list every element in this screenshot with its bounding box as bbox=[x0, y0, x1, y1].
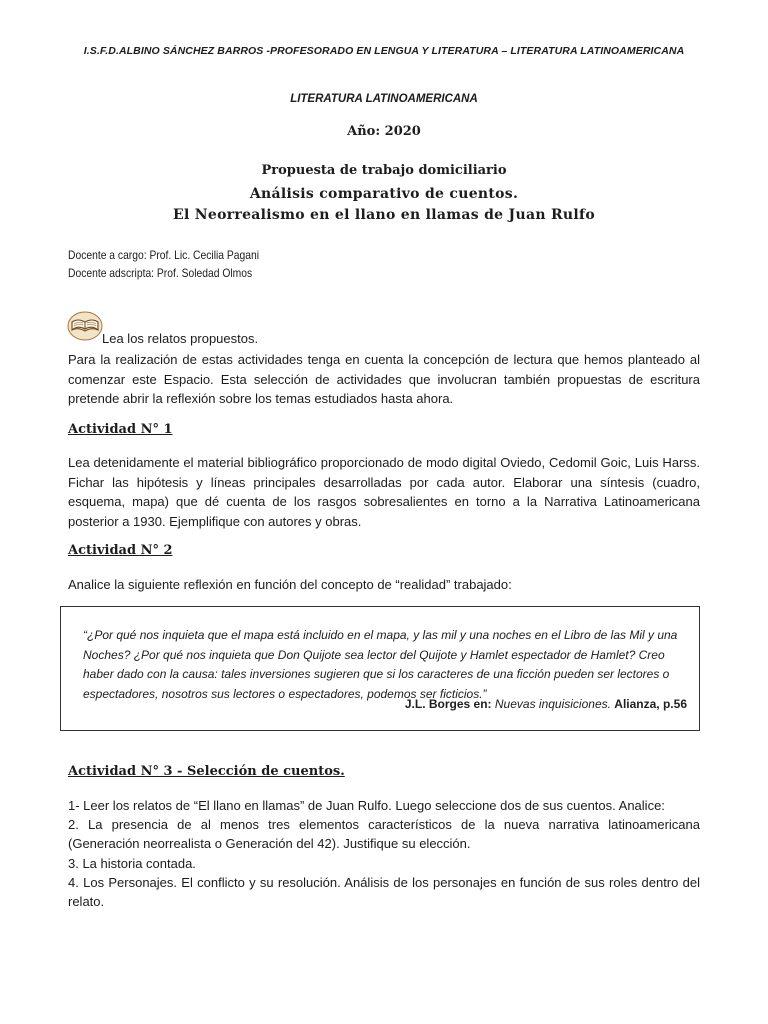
intro-first-line: Lea los relatos propuestos. bbox=[102, 331, 259, 346]
activity-3-title: Actividad N° 3 - Selección de cuentos. bbox=[68, 764, 345, 779]
borges-quote-box bbox=[60, 606, 700, 731]
citation-author: J.L. Borges en: bbox=[404, 697, 492, 711]
institution-header: I.S.F.D.ALBINO SÁNCHEZ BARROS -PROFESORADO EN LENGUA Y LITERATURA – LITERATURA LATINOAMERICANA bbox=[83, 45, 685, 57]
teacher-in-charge: Docente a cargo: Prof. Lic. Cecilia Pagani bbox=[68, 248, 260, 262]
year-label: Año: 2020 bbox=[347, 124, 421, 139]
list-item: 4. Los Personajes. El conflicto y su resolución. Análisis de los personajes en función de sus roles dentro del relato. bbox=[68, 874, 700, 910]
activity-2-text: Analice la siguiente reflexión en función del concepto de “realidad” trabajado: bbox=[68, 577, 512, 592]
citation-work: Nuevas inquisiciones. bbox=[494, 697, 611, 711]
proposal-label: Propuesta de trabajo domiciliario bbox=[261, 163, 507, 178]
activity-3-list bbox=[68, 796, 700, 911]
activity-1-title: Actividad N° 1 bbox=[68, 422, 173, 437]
intro-paragraph: Para la realización de estas actividades tenga en cuenta la concepción de lectura que hemos planteado al comenzar este Espacio. Esta selección de actividades que involucran también propuestas de escritura pretende abrir la reflexión sobre los temas estudiados hasta ahora. bbox=[68, 352, 700, 406]
activity-1-text: Lea detenidamente el material bibliográfico proporcionado de modo digital Oviedo, Cedomil Goic, Luis Harss. Fichar las hipótesis y líneas principales desarrolladas por cada autor. Elaborar una síntesis (cuadro, esquema, mapa) que dé cuenta de los rasgos sobresalientes en torno a la Narrativa Latinoamericana posterior a 1930. Ejemplifique con autores y obras. bbox=[68, 455, 700, 529]
citation-publisher: Alianza, p.56 bbox=[614, 697, 687, 711]
list-item: 2. La presencia de al menos tres elementos característicos de la nueva narrativa latinoamericana (Generación neorrealista o Generación del 42). Justifique su elección. bbox=[68, 817, 700, 852]
assistant-teacher: Docente adscripta: Prof. Soledad Olmos bbox=[68, 266, 253, 280]
main-title-line1: Análisis comparativo de cuentos. bbox=[249, 186, 519, 202]
quote-citation bbox=[405, 697, 687, 711]
book-icon bbox=[67, 311, 103, 341]
list-item: 3. La historia contada. bbox=[68, 855, 196, 871]
activity-2-title: Actividad N° 2 bbox=[68, 543, 173, 558]
subject-title: LITERATURA LATINOAMERICANA bbox=[290, 93, 478, 105]
borges-quote-text: “¿Por qué nos inquieta que el mapa está incluido en el mapa, y las mil y una noches en el Libro de las Mil y una Noches? ¿Por qué nos inquieta que Don Quijote sea lector del Quijote y Hamlet espectador de Hamlet? Creo haber dado con la causa: tales inversiones sugieren que si los caracteres de una ficción pueden ser lectores o espectadores, nosotros sus lectores o espectadores, podemos ser ficticios.” bbox=[83, 628, 678, 701]
main-title-line2: El Neorrealismo en el llano en llamas de Juan Rulfo bbox=[173, 207, 595, 223]
list-item: 1- Leer los relatos de “El llano en llamas” de Juan Rulfo. Luego seleccione dos de sus cuentos. Analice: bbox=[68, 798, 665, 813]
